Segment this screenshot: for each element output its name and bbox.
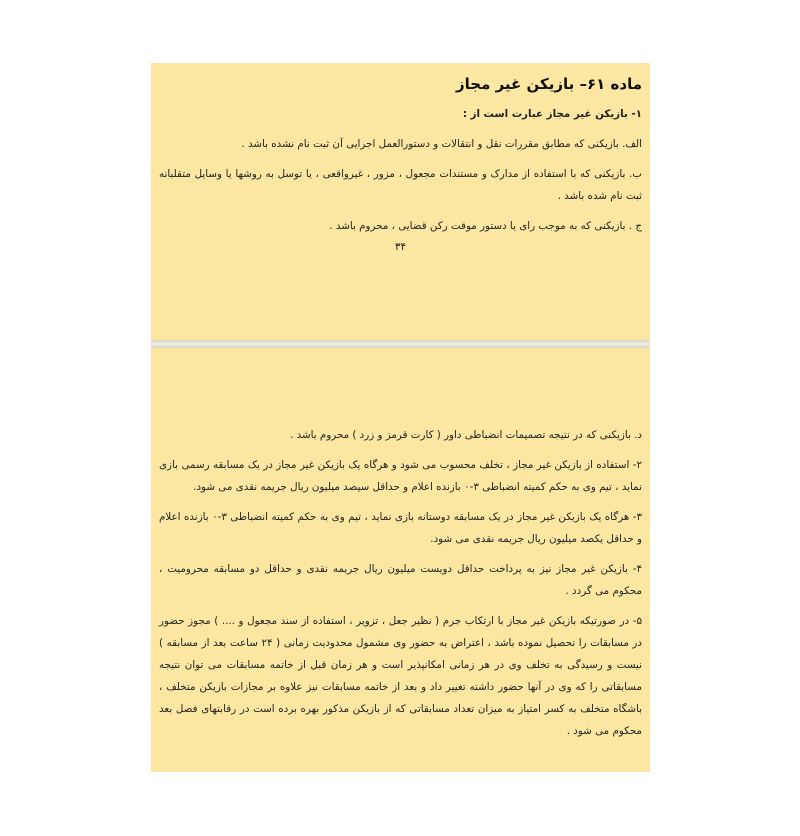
clause-5: ۵- در صورتیکه بازیکن غیر مجاز با ارتکاب جرم ( نظیر جعل ، تزویر ، استفاده از سند مجعول و .... ) مجوز حضور در مسابقات را تحصیل نموده باشد ، اعتراض به حضور وی مشمول محدودیت زمانی ( ۲۴ ساعت بعد از مسابقه ) نیست و رسیدگی به تخلف وی در هر زمانی امکانپذیر است و هر زمان قبل از خاتمه مسابقات می توان نتیجه مسابقاتی را که وی در آنها حضور داشته تغییر داد و بعد از خاتمه مسابقات نیز علاوه بر مجازات بازیکن متخلف ، باشگاه متخلف به کسر امتیاز به میزان تعداد مسابقاتی که از بازیکن مذکور بهره برده است در رقابتهای فصل بعد محکوم می شود . — [159, 615, 642, 737]
page-number: ۳۴ — [394, 241, 407, 253]
document-page-bottom — [151, 348, 650, 772]
clause-3: ۳- هرگاه یک بازیکن غیر مجاز در یک مسابقه دوستانه بازی نماید ، تیم وی به حکم کمیته انضباطی ۳-۰ بازنده اعلام و حداقل یکصد میلیون ریال جریمه نقدی می شود. — [159, 511, 643, 545]
document-page-top — [151, 63, 650, 340]
page-separator — [151, 340, 650, 348]
clause-1-jim: ج . بازیکنی که به موجب رای یا دستور موقت رکن قضایی ، محروم باشد . — [329, 220, 642, 232]
clause-1-alef: الف. بازیکنی که مطابق مقررات نقل و انتقالات و دستورالعمل اجرایی آن ثبت نام نشده باشد . — [241, 138, 642, 150]
clause-1-be: ب. بازیکنی که با استفاده از مدارک و مستندات مجعول ، مزور ، غیرواقعی ، یا توسل به روشها یا وسایل متقلبانه ثبت نام شده باشد . — [159, 168, 642, 202]
clause-1-dal: د. بازیکنی که در نتیجه تصمیمات انضباطی داور ( کارت قرمز و زرد ) محروم باشد . — [290, 429, 642, 441]
clause-2: ۲- استفاده از بازیکن غیر مجاز ، تخلف محسوب می شود و هرگاه یک بازیکن غیر مجاز در یک مسابقه رسمی بازی نماید ، تیم وی به حکم کمیته انضباطی ۳-۰ بازنده اعلام و حداقل سیصد میلیون ریال جریمه نقدی می شود. — [159, 459, 642, 493]
clause-4: ۴- بازیکن غیر مجاز نیز به پرداخت حداقل دویست میلیون ریال جریمه نقدی و حداقل دو مسابقه محرومیت ، محکوم می گردد . — [159, 563, 642, 597]
article-title: ماده ۶۱– بازیکن غیر مجاز — [455, 75, 642, 93]
clause-1: ۱- بازیکن غیر مجاز عبارت است از : — [462, 108, 642, 120]
